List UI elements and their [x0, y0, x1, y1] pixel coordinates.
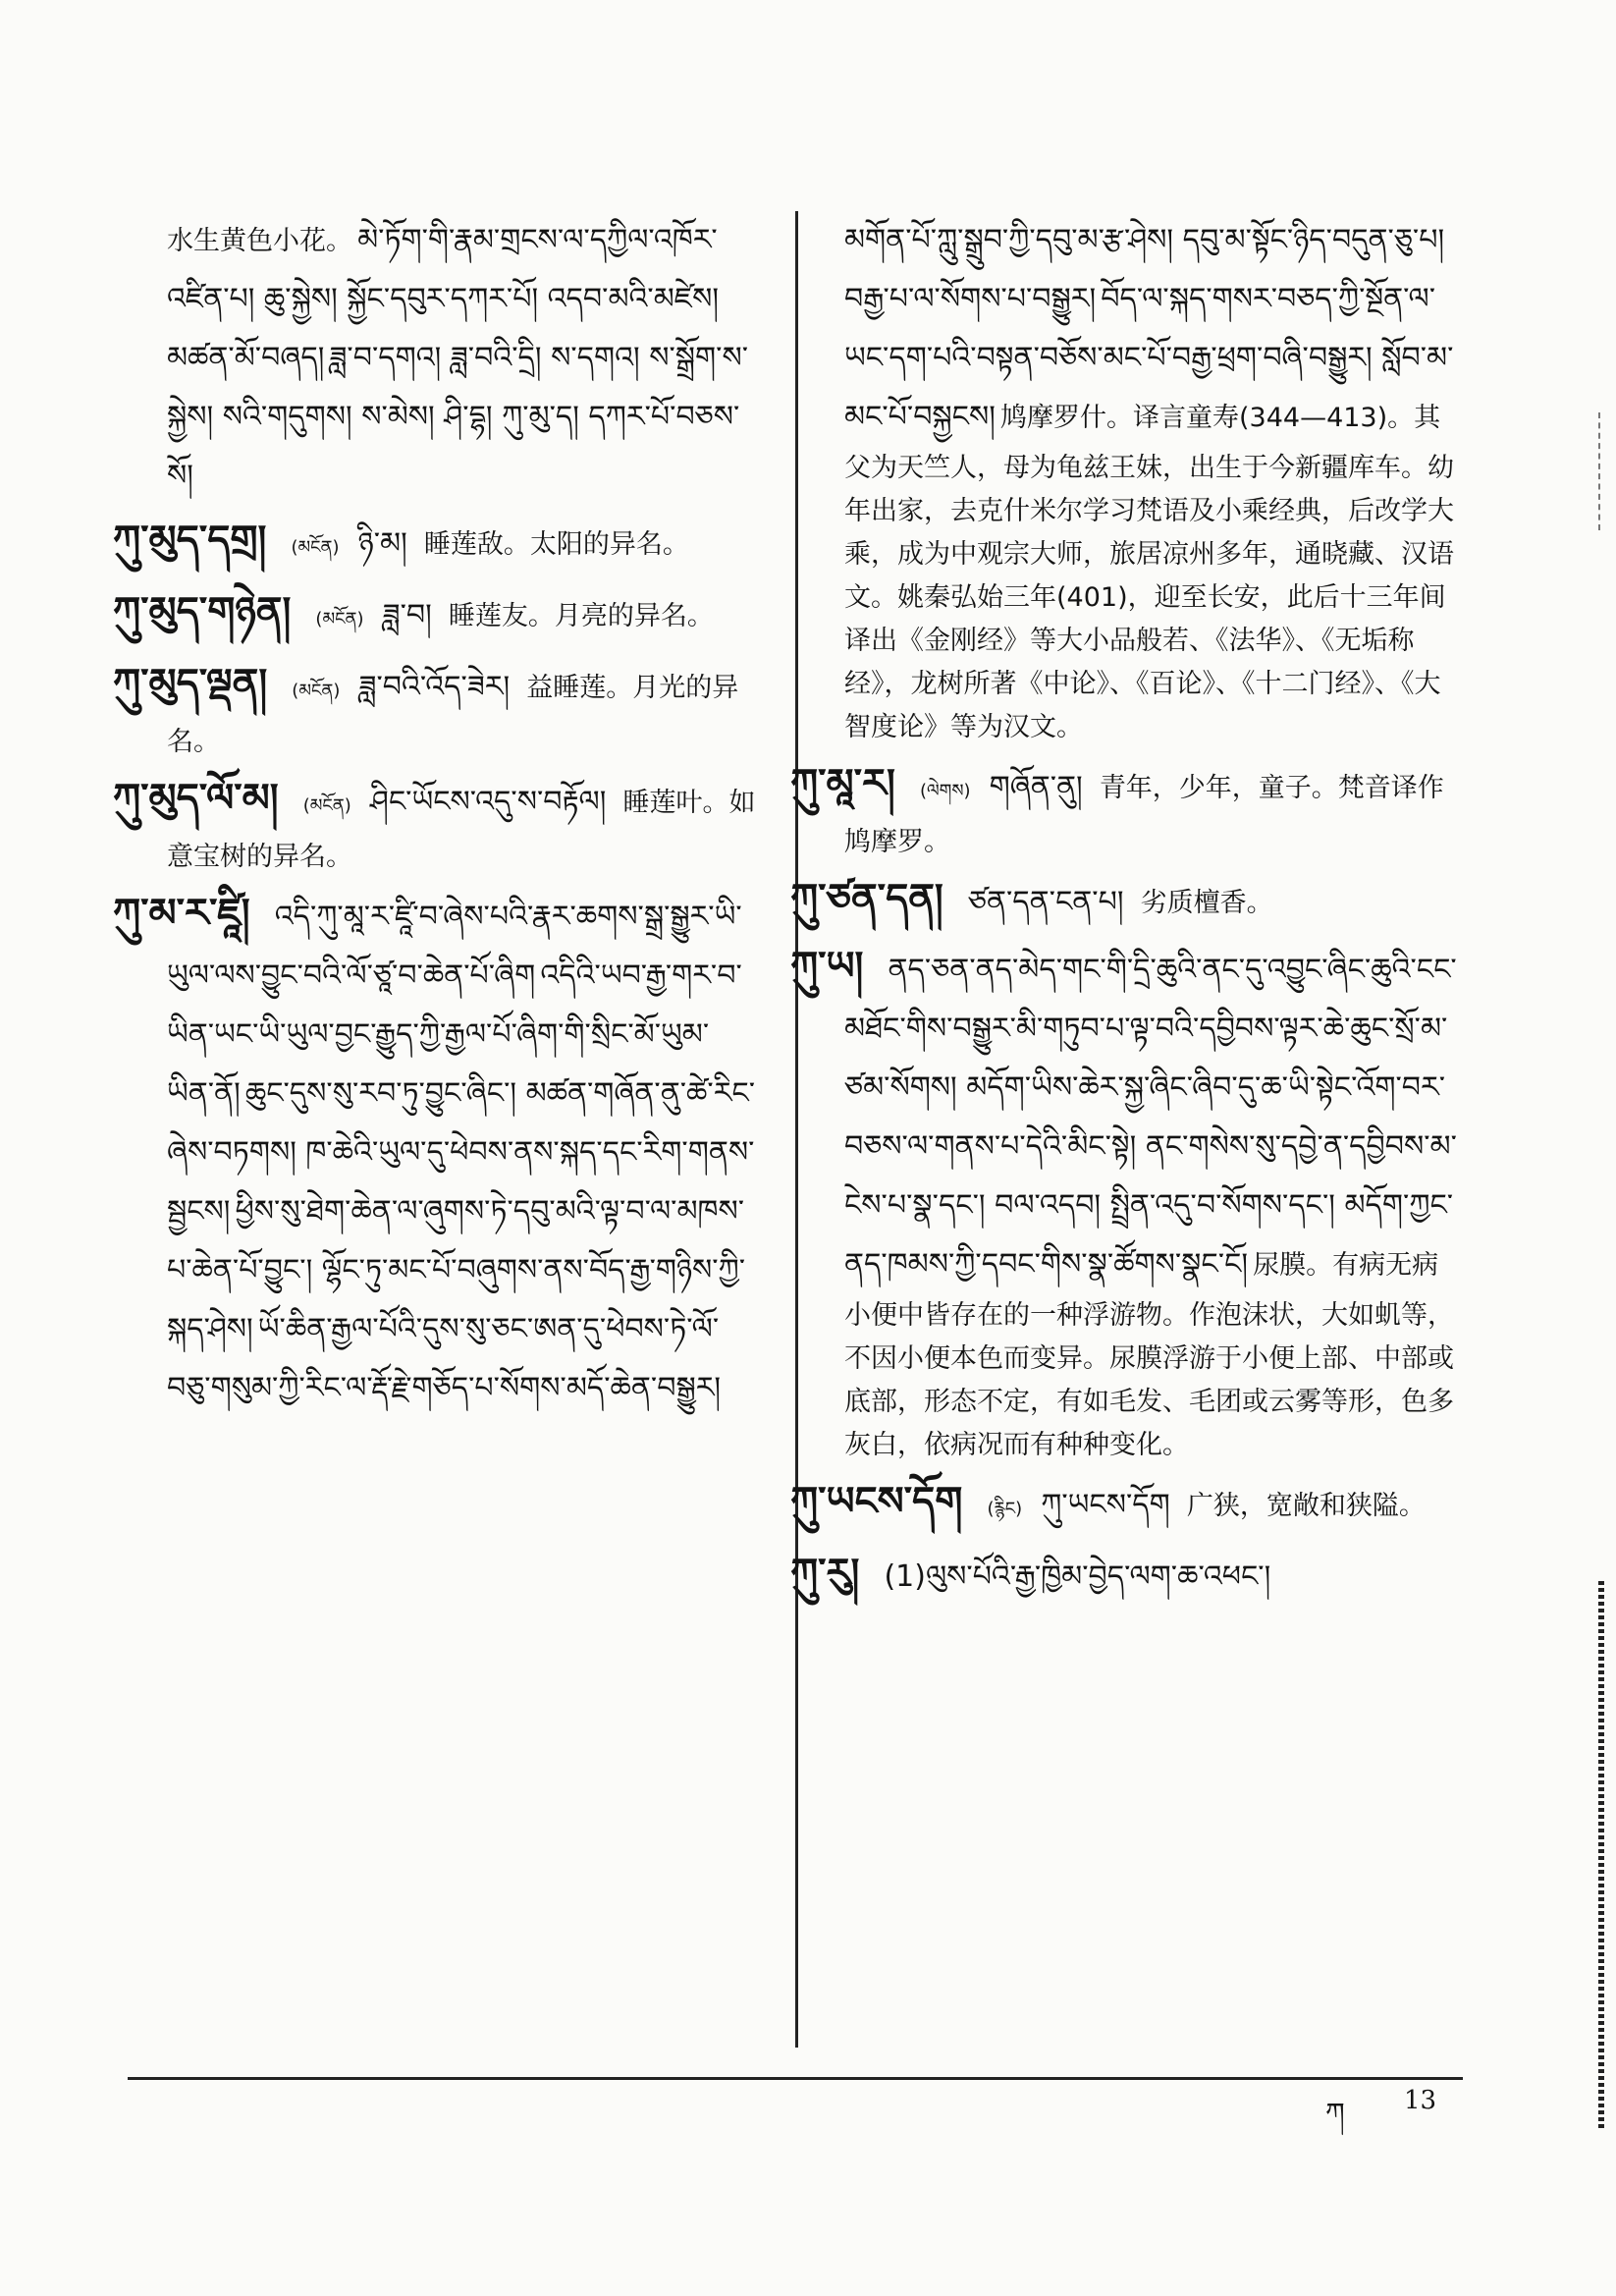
- tibetan-gloss: (1)ལུས་པོའི་རྒྱ་ཁྱིམ་བྱེད་ལག་ཆ་འཕང་།: [884, 1559, 1271, 1594]
- page-number: 13: [1404, 2086, 1437, 2115]
- entry-kumud-ldan: [113, 655, 756, 764]
- entry-kumarajiva: [113, 885, 756, 1418]
- tibetan-text-3: ཆུང་དུས་སུ་རབ་ཏུ་བྱུང་ཞིང་། མཚན་གཞོན་ནུ་ཚེ་རིང་ཞེས་བཏགས། ཁ་ཆེའི་ཡུལ་དུ་ཕེབས་ནས་སྐད་དང་རིག་གནས་སྦྱངས།: [167, 1076, 756, 1229]
- headword: ཀུ་ཡངས་དོག: [790, 1479, 963, 1524]
- chinese-definition: 鸠摩罗什。译言童寿(344—413)。其父为天竺人，母为龟兹王妹，出生于今新疆库车。幼年出家，去克什米尔学习梵语及小乘经典，后改学大乘，成为中观宗大师，旅居凉州多年，通晓藏、汉语文。姚秦弘始三年(401)，迎至长安，此后十三年间译出《金刚经》等大小品般若、《法华》、《无垢称经》，龙树所著《中论》、《百论》、《十二门经》、《大智度论》等为汉文。: [844, 403, 1454, 742]
- headword: ཀུ་ཙན་དན།: [790, 876, 943, 921]
- headword: ཀུ་ཡ།: [790, 944, 864, 989]
- register-tag: (མངོན): [292, 681, 341, 701]
- entry-kumud-lo-ma: [113, 770, 756, 879]
- column-divider: [795, 211, 798, 2048]
- chinese-definition: 益睡莲。月光的异名。: [167, 673, 739, 757]
- scan-edge-mark-top: [1598, 412, 1603, 530]
- entry-ku-ru: [790, 1545, 1463, 1607]
- tibetan-text-5: ཡོ་ཆིན་རྒྱལ་པོའི་དུས་སུ་ཅང་ཨན་དུ་ཕེབས་ཏེ་ལོ་བཅུ་གསུམ་ཀྱི་རིང་ལ་རྡོ་རྗེ་གཅོད་པ་སོགས་མདོ་ཆེན་བསྒྱུར།: [167, 1312, 722, 1405]
- tibetan-gloss: གཞོན་ནུ།: [989, 770, 1083, 804]
- headword: ཀུ་མུད་དགྲ།: [113, 518, 267, 563]
- chinese-definition: 睡莲友。月亮的异名。: [448, 601, 714, 631]
- entry-intro-tibetan-2: ཟླ་བ་དགའ། ཟླ་བའི་དྲི། ས་དགའ། ས་སྒྲོག་ས་སྐྱེས། སའི་གདུགས། ས་མེས། ཤི་དྷ། ཀུ་མུ་ད། དཀར་པོ་བཅས་སོ།: [167, 341, 749, 493]
- headword: ཀུ་རུ།: [790, 1551, 860, 1596]
- tibetan-gloss: ཉི་མ།: [357, 526, 407, 561]
- entry-intro-tibetan-1: མེ་ཏོག་གི་རྣམ་གྲངས་ལ་དཀྱིལ་འཁོར་འཛིན་པ། ཆུ་སྐྱེས། སྐྱོང་དབུར་དཀར་པོ། འདབ་མའི་མཛེས། མཚན་མོ་བཞད།: [167, 223, 719, 375]
- entry-kumara: [790, 755, 1463, 864]
- entry-ku-ya: [790, 938, 1463, 1467]
- entry-intro-chinese: 水生黄色小花。: [167, 226, 352, 256]
- tibetan-text-1: འདི་ཀུ་མཱ་ར་ཛཱི་བ་ཞེས་པའི་རྣར་ཆགས་སྒྲ་སྒྱུར་ཡི་ཡུལ་ལས་བྱུང་བའི་ལོ་ཙཱ་བ་ཆེན་པོ་ཞིག: [167, 900, 742, 993]
- tibetan-gloss: ཟླ་བ།: [382, 598, 432, 632]
- entry-kumud-gnyen: [113, 583, 756, 649]
- register-tag: (ལེགས): [919, 781, 971, 801]
- register-tag: (རྙིང): [987, 1499, 1023, 1519]
- footer-section-letter: ཀ: [1325, 2097, 1345, 2129]
- tibetan-text-4: ཕྱིས་སུ་ཐེག་ཆེན་ལ་ཞུགས་ཏེ་དབུ་མའི་ལྟ་བ་ལ་མཁས་པ་ཆེན་པོ་བྱུང་། ལྷོང་ཏུ་མང་པོ་བཞུགས་ནས་བོད་རྒྱ་གཉིས་ཀྱི་སྐད་ཤེས།: [167, 1194, 746, 1346]
- headword: ཀུ་མ་ར་ཛཱི།: [113, 891, 250, 936]
- chinese-definition: 青年，少年，童子。梵音译作鸠摩罗。: [844, 773, 1444, 857]
- tibetan-gloss: ཤིང་ཡོངས་འདུ་ས་བརྟོལ།: [369, 785, 607, 819]
- chinese-definition: 尿膜。有病无病小便中皆存在的一种浮游物。作泡沫状，大如虮等，不因小便本色而变异。尿膜浮游于小便上部、中部或底部，形态不定，有如毛发、毛团或云雾等形，色多灰白，依病况而有种种变化。: [844, 1250, 1454, 1460]
- footer-rule: [128, 2077, 1463, 2080]
- tibetan-gloss: ཟླ་བའི་འོད་ཟེར།: [358, 670, 511, 704]
- scan-edge-mark-bottom: [1598, 1581, 1604, 2131]
- register-tag: (མངོན): [315, 609, 364, 629]
- tibetan-text-1: མགོན་པོ་ཀླུ་སྒྲུབ་ཀྱི་དབུ་མ་རྩ་ཤེས། དབུ་མ་སྟོང་ཉིད་བདུན་ཅུ་པ། བརྒྱ་པ་ལ་སོགས་པ་བསྒྱུར།: [844, 223, 1445, 316]
- chinese-definition: 睡莲叶。如意宝树的异名。: [167, 788, 756, 872]
- chinese-definition: 睡莲敌。太阳的异名。: [423, 529, 689, 560]
- entry-kumud-dgra: [113, 512, 756, 577]
- headword: ཀུ་མུད་གཉེན།: [113, 589, 292, 634]
- headword: ཀུ་མུད་ལོ་མ།: [113, 776, 279, 821]
- register-tag: (མངོན): [291, 537, 340, 558]
- tibetan-gloss: ཀུ་ཡངས་དོག: [1041, 1488, 1170, 1522]
- entry-ku-yangs-dog: [790, 1473, 1463, 1539]
- tibetan-text-2: འདིའི་ཡབ་རྒྱ་གར་བ་ཡིན་ཡང་ཡི་ཡུལ་བྱང་རྒྱུད་ཀྱི་རྒྱལ་པོ་ཞིག་གི་སྲིང་མོ་ཡུམ་ཡིན་ནོ།: [167, 958, 742, 1111]
- headword: ཀུ་མུད་ལྡན།: [113, 661, 268, 706]
- left-column: [113, 211, 756, 1424]
- tibetan-gloss: ཙན་དན་ངན་པ།: [967, 885, 1124, 919]
- chinese-definition: 劣质檀香。: [1140, 888, 1273, 918]
- headword: ཀུ་མཱ་ར།: [790, 761, 895, 806]
- entry-ku-tsandan: [790, 870, 1463, 932]
- right-column: [790, 211, 1463, 1613]
- tibetan-text-2: བོད་ལ་སྐད་གསར་བཅད་ཀྱི་སྔོན་ལ་ཡང་དག་པའི་བསྟན་བཅོས་མང་པོ་བརྒྱ་ཕྲག་བཞི་བསྒྱུར། སློབ་མ་མང་པོ་བསྐྱངས།: [844, 282, 1454, 434]
- chinese-definition: 广狭，宽敞和狭隘。: [1186, 1491, 1426, 1521]
- tibetan-gloss: ནད་ཅན་ནད་མེད་གང་གི་དྲི་ཆུའི་ནང་དུ་འབྱུང་ཞིང་ཆུའི་ངང་མཐོང་གིས་བསྒྱུར་མི་གཏུབ་པ་ལྟ་བའི་དབྱིབས་ལྟར་ཆེ་ཆུང་སྲོ་མ་ཙམ་སོགས། མདོག་ཡིས་ཆེར་སྐྱ་ཞིང་ཞིབ་དུ་ཆ་ཡི་སྟེང་འོག་བར་བཅས་ལ་གནས་པ་དེའི་མིང་སྟེ། ནང་གསེས་སུ་དབྱེ་ན་དབྱིབས་མ་ངེས་པ་སྣ་དང་། བལ་འདབ། སྤྲིན་འདུ་བ་སོགས་དང་། མདོག་ཀྱང་ནད་ཁམས་ཀྱི་དབང་གིས་སྣ་ཚོགས་སྣང་ངོ།: [844, 953, 1457, 1282]
- register-tag: (མངོན): [302, 795, 351, 816]
- entry-kumarajiva-continued: [844, 211, 1463, 749]
- entry-intro: [167, 211, 756, 506]
